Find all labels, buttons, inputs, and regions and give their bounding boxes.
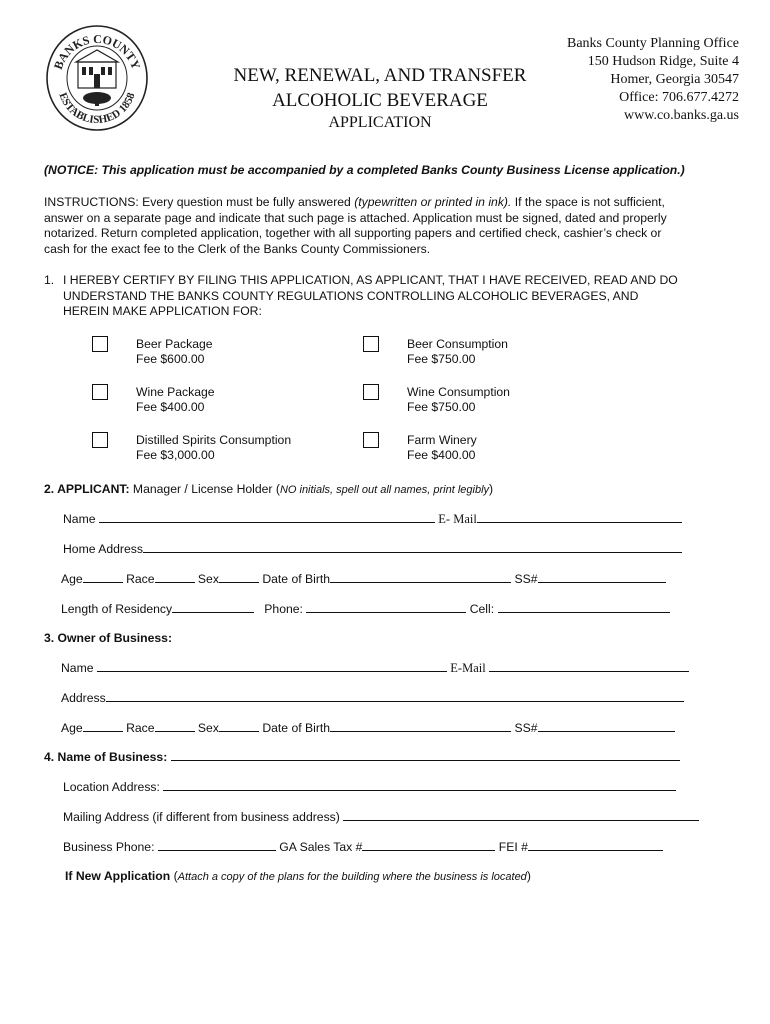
residency-label: Length of Residency	[61, 602, 173, 616]
section2-heading	[44, 482, 493, 496]
home-address-label: Home Address	[63, 542, 143, 556]
section1-line2: UNDERSTAND THE BANKS COUNTY REGULATIONS CONTROLLING ALCOHOLIC BEVERAGES, AND	[63, 288, 639, 303]
option-name: Farm Winery	[407, 433, 477, 447]
age-field[interactable]	[83, 720, 123, 732]
instructions	[44, 195, 734, 257]
home-address-field[interactable]	[143, 541, 682, 553]
race-label: Race	[126, 721, 155, 735]
option-fee: Fee $750.00	[407, 352, 476, 366]
cell-field[interactable]	[498, 601, 670, 613]
office-city: Homer, Georgia 30547	[610, 72, 739, 87]
location-address-row	[63, 779, 676, 794]
instructions-lead: INSTRUCTIONS: Every question must be fully answered	[44, 195, 355, 209]
owner-address-row	[61, 690, 684, 705]
owner-name-row	[61, 660, 689, 676]
applicant-email-field[interactable]	[477, 511, 682, 523]
office-website: www.co.banks.ga.us	[624, 108, 739, 123]
instructions-rest: If the space is not sufficient,	[511, 195, 665, 209]
checkbox-distilled-spirits[interactable]	[92, 432, 108, 448]
new-application-row: If New Application (Attach a copy of the plans for the building where the business is located)	[65, 869, 531, 883]
race-label: Race	[126, 572, 155, 586]
mailing-address-row	[63, 809, 699, 824]
sex-label: Sex	[197, 572, 219, 586]
mailing-address-field[interactable]	[343, 809, 699, 821]
option-beer-consumption	[407, 337, 508, 367]
section2-note: NO initials, spell out all names, print legibly	[279, 484, 490, 496]
age-label: Age	[61, 572, 83, 586]
section1-line1: I HEREBY CERTIFY BY FILING THIS APPLICATION, AS APPLICANT, THAT I HAVE RECEIVED, READ AND DO	[63, 273, 678, 287]
business-phone-row	[63, 839, 663, 854]
instructions-line3: notarized. Return completed application, together with all supporting papers and certified check, cashier’s check or	[44, 226, 662, 241]
option-distilled-spirits	[136, 433, 291, 463]
business-phone-label: Business Phone:	[63, 840, 155, 854]
owner-email-label: E-Mail	[450, 661, 486, 675]
residency-field[interactable]	[172, 601, 254, 613]
applicant-email-label: E- Mail	[438, 512, 477, 526]
location-address-field[interactable]	[163, 779, 676, 791]
owner-address-label: Address	[61, 691, 106, 705]
applicant-demographics-row	[61, 571, 666, 586]
phone-field[interactable]	[306, 601, 466, 613]
instructions-line2: answer on a separate page and indicate that such page is attached. Application must be signed, dated and properly	[44, 210, 667, 225]
ss-label: SS#	[514, 572, 538, 586]
sex-label: Sex	[197, 721, 219, 735]
new-application-label: If New Application	[65, 869, 171, 883]
instructions-italic: (typewritten or printed in ink).	[354, 195, 512, 209]
office-street: 150 Hudson Ridge, Suite 4	[587, 54, 739, 69]
option-farm-winery	[407, 433, 477, 463]
checkbox-wine-consumption[interactable]	[363, 384, 379, 400]
option-name: Wine Consumption	[407, 385, 510, 399]
office-phone: Office: 706.677.4272	[619, 90, 739, 105]
svg-text:BANKS COUNTY: BANKS COUNTY	[50, 31, 144, 72]
dob-label: Date of Birth	[262, 572, 331, 586]
applicant-contact-row	[61, 601, 670, 616]
section2-close: )	[489, 482, 494, 496]
section2-title: 2. APPLICANT:	[44, 482, 130, 496]
dob-label: Date of Birth	[262, 721, 331, 735]
svg-text:ESTABLISHED 1858: ESTABLISHED 1858	[56, 91, 138, 127]
sales-tax-label: GA Sales Tax #	[279, 840, 363, 854]
age-label: Age	[61, 721, 83, 735]
owner-address-field[interactable]	[106, 690, 684, 702]
ss-field[interactable]	[538, 720, 675, 732]
phone-label: Phone:	[264, 602, 303, 616]
option-name: Wine Package	[136, 385, 215, 399]
form-title-line2: ALCOHOLIC BEVERAGE	[272, 90, 488, 111]
applicant-name-label: Name	[63, 512, 96, 526]
race-field[interactable]	[155, 571, 195, 583]
section1-line3: HEREIN MAKE APPLICATION FOR:	[63, 304, 262, 319]
option-fee: Fee $400.00	[407, 448, 476, 462]
age-field[interactable]	[83, 571, 123, 583]
fei-label: FEI #	[498, 840, 528, 854]
option-fee: Fee $750.00	[407, 400, 476, 414]
owner-name-label: Name	[61, 661, 94, 675]
option-fee: Fee $400.00	[136, 400, 205, 414]
applicant-home-address-row	[63, 541, 682, 556]
owner-email-field[interactable]	[489, 660, 689, 672]
form-title-line3: APPLICATION	[328, 114, 432, 131]
option-wine-consumption	[407, 385, 510, 415]
sex-field[interactable]	[219, 571, 259, 583]
fei-field[interactable]	[528, 839, 663, 851]
option-fee: Fee $600.00	[136, 352, 205, 366]
notice-text: (NOTICE: This application must be accompanied by a completed Banks County Business License application.)	[44, 163, 685, 177]
section4-heading: 4. Name of Business:	[44, 750, 168, 764]
checkbox-wine-package[interactable]	[92, 384, 108, 400]
option-fee: Fee $3,000.00	[136, 448, 215, 462]
dob-field[interactable]	[330, 571, 511, 583]
race-field[interactable]	[155, 720, 195, 732]
office-address-block	[567, 35, 739, 125]
option-name: Beer Package	[136, 337, 213, 351]
form-title-line1: NEW, RENEWAL, AND TRANSFER	[233, 65, 527, 86]
section2-sub: Manager / License Holder (	[129, 482, 280, 496]
checkbox-beer-package[interactable]	[92, 336, 108, 352]
ss-label: SS#	[514, 721, 538, 735]
option-name: Beer Consumption	[407, 337, 508, 351]
option-beer-package	[136, 337, 213, 367]
business-phone-field[interactable]	[158, 839, 276, 851]
sex-field[interactable]	[219, 720, 259, 732]
section1-certification	[63, 273, 743, 320]
section1-number: 1.	[44, 273, 55, 287]
owner-demographics-row	[61, 720, 675, 735]
office-name: Banks County Planning Office	[566, 36, 739, 51]
ss-field[interactable]	[538, 571, 666, 583]
dob-field[interactable]	[330, 720, 511, 732]
business-name-row	[44, 749, 680, 764]
county-seal-logo	[44, 22, 150, 132]
business-name-field[interactable]	[171, 749, 680, 761]
cell-label: Cell:	[469, 602, 495, 616]
location-address-label: Location Address:	[63, 780, 160, 794]
owner-name-field[interactable]	[97, 660, 447, 672]
option-wine-package	[136, 385, 215, 415]
instructions-line4: cash for the exact fee to the Clerk of the Banks County Commissioners.	[44, 241, 431, 256]
section3-heading: 3. Owner of Business:	[44, 631, 172, 645]
sales-tax-field[interactable]	[362, 839, 495, 851]
applicant-name-row	[63, 511, 682, 527]
mailing-address-label: Mailing Address (if different from business address)	[63, 810, 340, 824]
checkbox-beer-consumption[interactable]	[363, 336, 379, 352]
applicant-name-field[interactable]	[99, 511, 435, 523]
checkbox-farm-winery[interactable]	[363, 432, 379, 448]
new-application-note: Attach a copy of the plans for the building where the business is located	[177, 871, 527, 883]
option-name: Distilled Spirits Consumption	[136, 433, 292, 447]
